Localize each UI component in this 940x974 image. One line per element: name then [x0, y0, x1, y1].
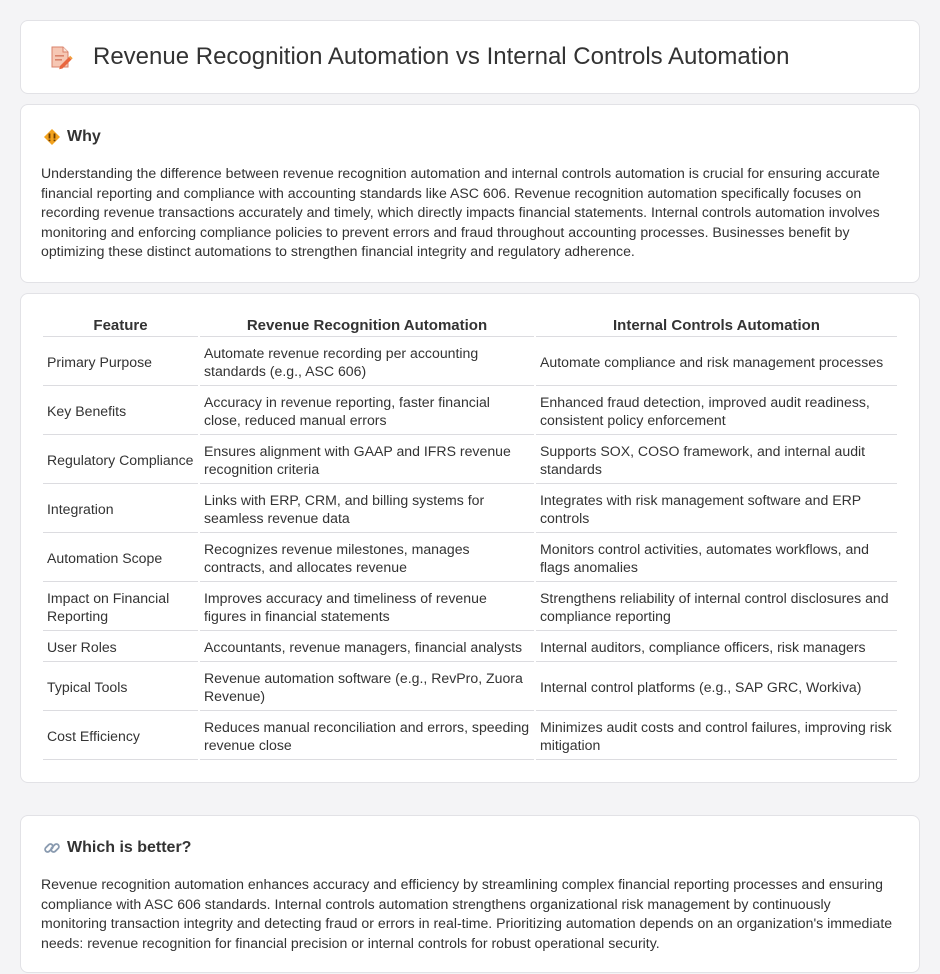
- controls-cell: Monitors control activities, automates workflows, and flags anomalies: [536, 535, 897, 582]
- feature-cell: Key Benefits: [43, 388, 198, 435]
- revenue-cell: Accuracy in revenue reporting, faster financial close, reduced manual errors: [200, 388, 534, 435]
- revenue-cell: Recognizes revenue milestones, manages contracts, and allocates revenue: [200, 535, 534, 582]
- feature-cell: Primary Purpose: [43, 339, 198, 386]
- better-title: Which is better?: [67, 839, 192, 856]
- why-text: Understanding the difference between revenue recognition automation and internal controls automation is crucial for ensuring accurate financial reporting and compliance with accounting standards like ASC 606. Revenue recognition automation specifically focuses on recording revenue transactions accurately and timely, which directly impacts financial statements. Internal controls automation involves monitoring and enforcing compliance policies to prevent errors and fraud throughout accounting processes. Businesses benefit by optimizing these distinct automations to strengthen financial integrity and regulatory adherence.: [41, 165, 880, 259]
- document-pencil-icon: [47, 44, 73, 70]
- feature-cell: Automation Scope: [43, 535, 198, 582]
- table-row: [43, 664, 897, 711]
- table-header-row: [43, 316, 897, 337]
- controls-cell: Internal auditors, compliance officers, risk managers: [536, 633, 897, 662]
- why-heading: [43, 127, 899, 147]
- controls-cell: Minimizes audit costs and control failures, improving risk mitigation: [536, 713, 897, 760]
- table-row: [43, 633, 897, 662]
- why-section: [20, 104, 920, 283]
- header-controls: Internal Controls Automation: [536, 316, 897, 337]
- why-title: Why: [67, 128, 101, 145]
- table-row: [43, 713, 897, 760]
- header-feature: Feature: [43, 316, 198, 337]
- revenue-cell: Improves accuracy and timeliness of revenue figures in financial statements: [200, 584, 534, 631]
- controls-cell: Automate compliance and risk management processes: [536, 339, 897, 386]
- comparison-table: [41, 314, 899, 762]
- link-icon: [43, 839, 61, 857]
- revenue-cell: Links with ERP, CRM, and billing systems for seamless revenue data: [200, 486, 534, 533]
- table-row: [43, 535, 897, 582]
- which-is-better-section: [20, 815, 920, 973]
- header-revenue: Revenue Recognition Automation: [200, 316, 534, 337]
- controls-cell: Supports SOX, COSO framework, and internal audit standards: [536, 437, 897, 484]
- feature-cell: Typical Tools: [43, 664, 198, 711]
- revenue-cell: Ensures alignment with GAAP and IFRS revenue recognition criteria: [200, 437, 534, 484]
- comparison-section: [20, 293, 920, 783]
- table-row: [43, 584, 897, 631]
- revenue-cell: Revenue automation software (e.g., RevPro, Zuora Revenue): [200, 664, 534, 711]
- better-text: Revenue recognition automation enhances accuracy and efficiency by streamlining complex financial reporting processes and ensuring compliance with ASC 606 standards. Internal controls automation strengthens organizational risk management by continuously monitoring transaction integrity and detecting fraud or errors in real-time. Prioritizing automation depends on an organization's immediate needs: revenue recognition for financial precision or internal controls for robust operational security.: [41, 876, 893, 951]
- revenue-cell: Reduces manual reconciliation and errors, speeding revenue close: [200, 713, 534, 760]
- revenue-cell: Accountants, revenue managers, financial analysts: [200, 633, 534, 662]
- table-row: [43, 339, 897, 386]
- table-row: [43, 437, 897, 484]
- better-heading: [43, 838, 899, 858]
- feature-cell: User Roles: [43, 633, 198, 662]
- feature-cell: Regulatory Compliance: [43, 437, 198, 484]
- page-title: Revenue Recognition Automation vs Internal Controls Automation: [93, 43, 790, 70]
- feature-cell: Cost Efficiency: [43, 713, 198, 760]
- feature-cell: Impact on Financial Reporting: [43, 584, 198, 631]
- warning-diamond-icon: [43, 128, 61, 146]
- controls-cell: Integrates with risk management software and ERP controls: [536, 486, 897, 533]
- feature-cell: Integration: [43, 486, 198, 533]
- table-row: [43, 486, 897, 533]
- controls-cell: Strengthens reliability of internal control disclosures and compliance reporting: [536, 584, 897, 631]
- controls-cell: Enhanced fraud detection, improved audit readiness, consistent policy enforcement: [536, 388, 897, 435]
- table-row: [43, 388, 897, 435]
- title-card: [20, 20, 920, 94]
- revenue-cell: Automate revenue recording per accounting standards (e.g., ASC 606): [200, 339, 534, 386]
- controls-cell: Internal control platforms (e.g., SAP GRC, Workiva): [536, 664, 897, 711]
